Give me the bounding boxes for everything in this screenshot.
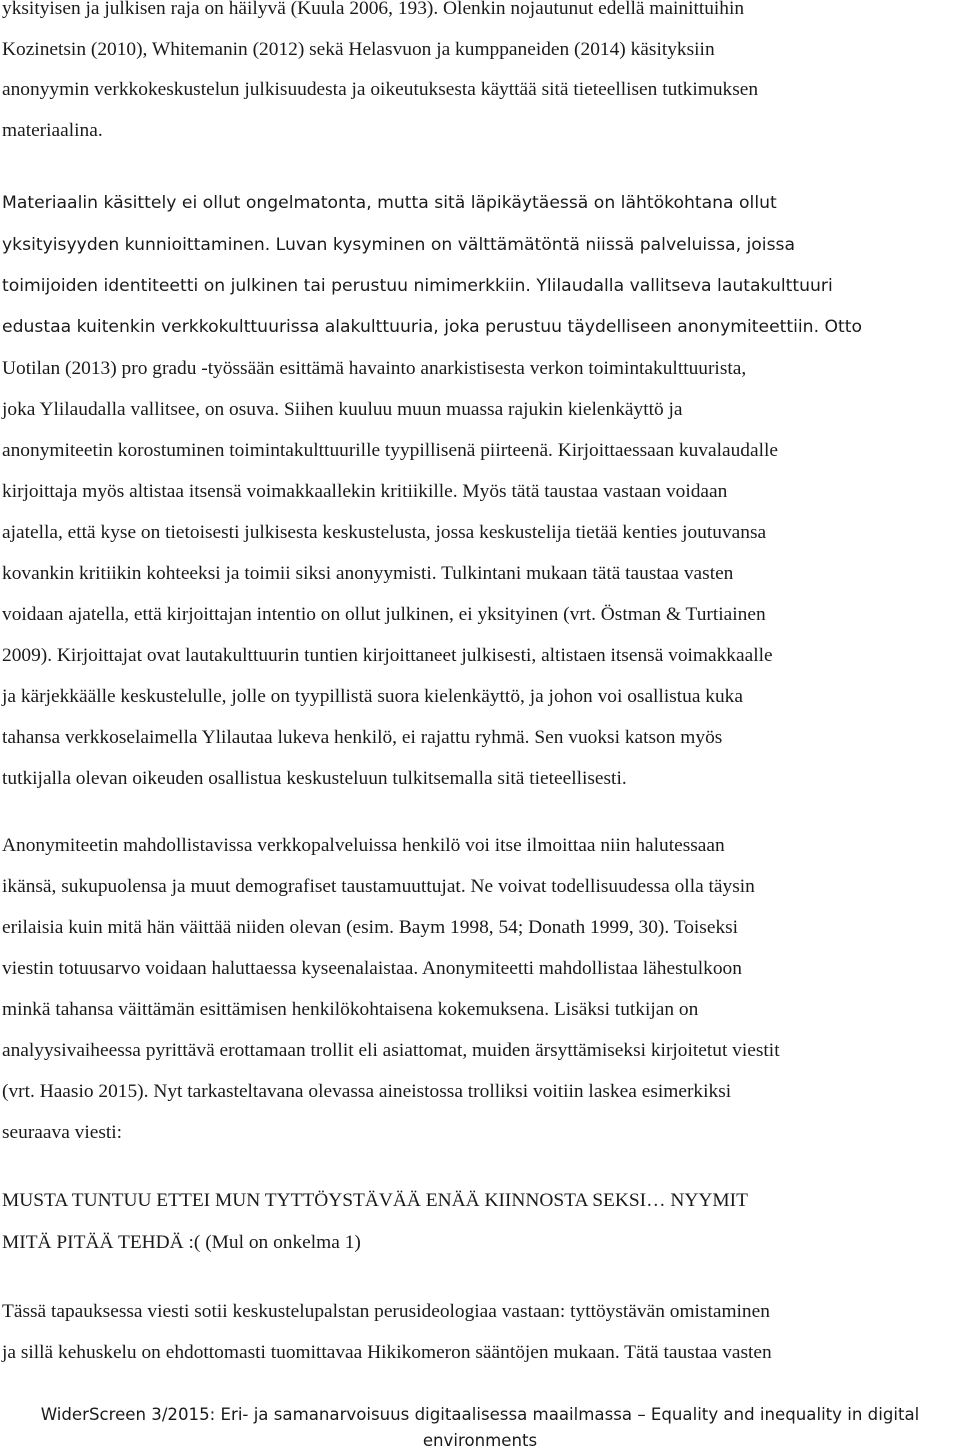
anon-line-4: viestin totuusarvo voidaan haluttaessa kyseenalaistaa. Anonymiteetti mahdollistaa lähestulkoon — [2, 958, 742, 979]
method-line-2-rest: Luvan kysyminen on välttämätöntä niissä palveluissa, joissa — [270, 235, 796, 255]
intro-paragraph — [2, 0, 958, 151]
method-line-7: anonymiteetin korostuminen toimintakulttuurille tyypillisenä piirteenä. Kirjoittaessaan kuvalaudalle — [2, 440, 778, 461]
anon-line-1: Anonymiteetin mahdollistavissa verkkopalveluissa henkilö voi itse ilmoittaa niin halutessaan — [2, 835, 725, 856]
anon-line-8: seuraava viesti: — [2, 1122, 123, 1143]
method-line-13: ja kärjekkäälle keskustelulle, jolle on tyypillistä suora kielenkäyttö, ja johon voi osallistua kuka — [2, 686, 743, 707]
method-paragraph — [2, 183, 958, 799]
method-line-5: Uotilan (2013) pro gradu -työssään esittämä havainto anarkistisesta verkon toimintakulttuurista, — [2, 358, 747, 379]
intro-line-1: yksityisen ja julkisen raja on häilyvä (Kuula 2006, 193). Olenkin nojautunut edellä mainittuihin — [2, 0, 745, 19]
method-line-2-sans: yksityisyyden kunnioittaminen. — [2, 235, 271, 255]
footer-line-1: WiderScreen 3/2015: Eri- ja samanarvoisuus digitaalisessa maailmassa – Equality and inequality in digital — [40, 1405, 920, 1424]
anon-line-6: analyysivaiheessa pyrittävä erottamaan trollit eli asiattomat, muiden ärsyttämiseksi kirjoitetut viestit — [2, 1040, 780, 1061]
method-line-9: ajatella, että kyse on tietoisesti julkisesta keskustelusta, jossa keskustelija tietää kenties joutuvansa — [2, 522, 767, 543]
after-line-2: ja sillä kehuskelu on ehdottomasti tuomittavaa Hikikomeron sääntöjen mukaan. Tätä taustaa vasten — [2, 1342, 772, 1363]
method-line-12: 2009). Kirjoittajat ovat lautakulttuurin tuntien kirjoittaneet julkisesti, altistaen itsensä voimakkaalle — [2, 645, 773, 666]
interpretation-paragraph — [2, 1291, 958, 1373]
method-line-6: joka Ylilaudalla vallitsee, on osuva. Siihen kuuluu muun muassa rajukin kielenkäyttö ja — [2, 399, 683, 420]
method-line-8: kirjoittaja myös altistaa itsensä voimakkaallekin kritiikille. Myös tätä taustaa vastaan voidaan — [2, 481, 728, 502]
page-footer — [0, 1402, 960, 1454]
anon-line-2: ikänsä, sukupuolensa ja muut demografiset taustamuuttujat. Ne voivat todellisuudessa olla täysin — [2, 876, 755, 897]
quoted-message — [2, 1180, 958, 1264]
anon-line-3: erilaisia kuin mitä hän väittää niiden olevan (esim. Baym 1998, 54; Donath 1999, 30). Toiseksi — [2, 917, 739, 938]
intro-line-3: anonyymin verkkokeskustelun julkisuudesta ja oikeutuksesta käyttää sitä tieteellisen tutkimuksen — [2, 79, 759, 100]
method-line-2 — [2, 224, 958, 266]
anon-line-7: (vrt. Haasio 2015). Nyt tarkasteltavana olevassa aineistossa trolliksi voitiin laskea esimerkiksi — [2, 1081, 732, 1102]
quote-line-1: MUSTA TUNTUU ETTEI MUN TYTTÖYSTÄVÄÄ ENÄÄ KIINNOSTA SEKSI… NYYMIT — [2, 1190, 748, 1211]
anon-line-5: minkä tahansa väittämän esittämisen henkilökohtaisena kokemuksena. Lisäksi tutkijan on — [2, 999, 699, 1020]
intro-line-2: Kozinetsin (2010), Whitemanin (2012) sekä Helasvuon ja kumppaneiden (2014) käsityksiin — [2, 38, 715, 60]
method-line-14: tahansa verkkoselaimella Ylilautaa lukeva henkilö, ei rajattu ryhmä. Sen vuoksi katson myös — [2, 727, 723, 748]
method-line-4: edustaa kuitenkin verkkokulttuurissa alakulttuuria, joka perustuu täydelliseen anonymiteettiin. Otto — [2, 317, 863, 337]
footer-line-2: environments — [422, 1431, 538, 1450]
after-line-1: Tässä tapauksessa viesti sotii keskustelupalstan perusideologiaa vastaan: tyttöystävän omistaminen — [2, 1301, 770, 1322]
method-line-10: kovankin kritiikin kohteeksi ja toimii siksi anonyymisti. Tulkintani mukaan tätä taustaa vasten — [2, 563, 734, 584]
method-line-1: Materiaalin käsittely ei ollut ongelmatonta, mutta sitä läpikäytäessä on lähtökohtana ollut — [2, 193, 777, 213]
method-line-11: voidaan ajatella, että kirjoittajan intentio on ollut julkinen, ei yksityinen (vrt. Östman & Turtiainen — [2, 604, 766, 625]
quote-line-2: MITÄ PITÄÄ TEHDÄ :( (Mul on onkelma 1) — [2, 1232, 361, 1253]
anonymity-paragraph — [2, 825, 958, 1153]
method-line-15: tutkijalla olevan oikeuden osallistua keskusteluun tulkitsemalla sitä tieteellisesti. — [2, 768, 627, 789]
method-line-3: toimijoiden identiteetti on julkinen tai perustuu nimimerkkiin. Ylilaudalla vallitseva lautakulttuuri — [2, 276, 833, 296]
intro-line-4: materiaalina. — [2, 119, 103, 141]
